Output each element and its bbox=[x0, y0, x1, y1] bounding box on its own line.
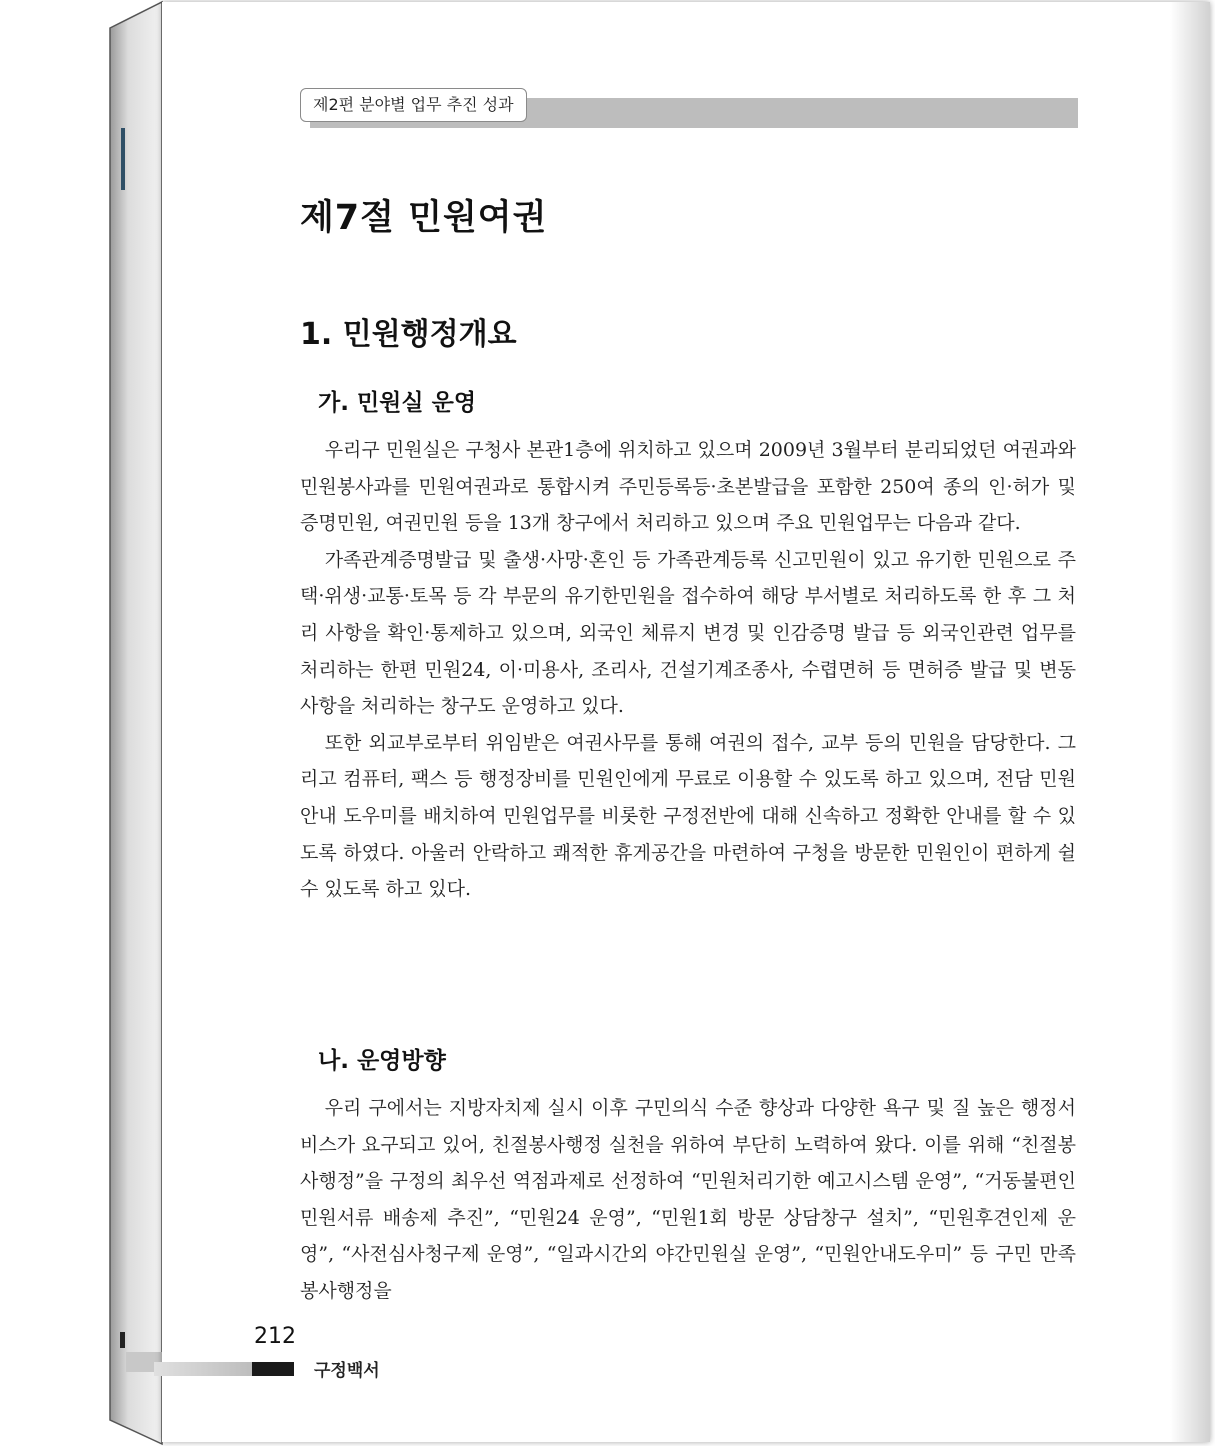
paragraph: 가족관계증명발급 및 출생·사망·혼인 등 가족관계등록 신고민원이 있고 유기한 민원으로 주택·위생·교통·토목 등 각 부문의 유기한민원을 접수하여 해당 부서별로 처리하도록 한 후 그 처리 사항을 확인·통제하고 있으며, 외국인 체류지 변경 및 인감증명 발급 등 외국인관련 업무를 처리하는 한편 민원24, 이·미용사, 조리사, 건설기계조종사, 수렵면허 등 면허증 발급 및 변동사항을 처리하는 창구도 운영하고 있다. bbox=[300, 548, 1076, 718]
paragraph: 우리구 민원실은 구청사 본관1층에 위치하고 있으며 2009년 3월부터 분리되었던 여권과와 민원봉사과를 민원여권과로 통합시켜 주민등록등·초본발급을 포함한 250여 종의 인·허가 및 증명민원, 여권민원 등을 13개 창구에서 처리하고 있으며 주요 민원업무는 다음과 같다. bbox=[300, 439, 1076, 535]
paragraph: 우리 구에서는 지방자치제 실시 이후 구민의식 수준 향상과 다양한 욕구 및 질 높은 행정서비스가 요구되고 있어, 친절봉사행정 실천을 위하여 부단히 노력하여 왔다. 이를 위해 “친절봉사행정”을 구정의 최우선 역점과제로 선정하여 “민원처리기한 예고시스템 운영”, “거동불편인 민원서류 배송제 추진”, “민원24 운영”, “민원1회 방문 상담창구 설치”, “민원후견인제 운영”, “사전심사청구제 운영”, “일과시간외 야간민원실 운영”, “민원안내도우미” 등 구민 만족 봉사행정을 bbox=[300, 1097, 1076, 1302]
heading-1: 1. 민원행정개요 bbox=[300, 317, 517, 352]
page-edge-shade bbox=[1170, 2, 1210, 1442]
subheading-b: 나. 운영방향 bbox=[318, 1048, 446, 1074]
book-title: 구정백서 bbox=[314, 1361, 380, 1381]
paragraph: 또한 외교부로부터 위임받은 여권사무를 통해 여권의 접수, 교부 등의 민원을 담당한다. 그리고 컴퓨터, 팩스 등 행정장비를 민원인에게 무료로 이용할 수 있도록 하고 있으며, 전담 민원안내 도우미를 배치하여 민원업무를 비롯한 구정전반에 대해 신속하고 정확한 안내를 할 수 있도록 하였다. 아울러 안락하고 쾌적한 휴게공간을 마련하여 구청을 방문한 민원인이 편하게 쉴 수 있도록 하고 있다. bbox=[300, 731, 1076, 901]
section-title: 제7절 민원여권 bbox=[300, 198, 548, 238]
document-page bbox=[162, 2, 1210, 1442]
page-number: 212 bbox=[254, 1324, 296, 1349]
body-section-a bbox=[300, 432, 1076, 908]
chapter-tab: 제2편 분야별 업무 추진 성과 bbox=[300, 88, 527, 122]
subheading-a: 가. 민원실 운영 bbox=[318, 390, 477, 416]
body-section-b bbox=[300, 1090, 1076, 1310]
footer-line bbox=[154, 1362, 294, 1376]
